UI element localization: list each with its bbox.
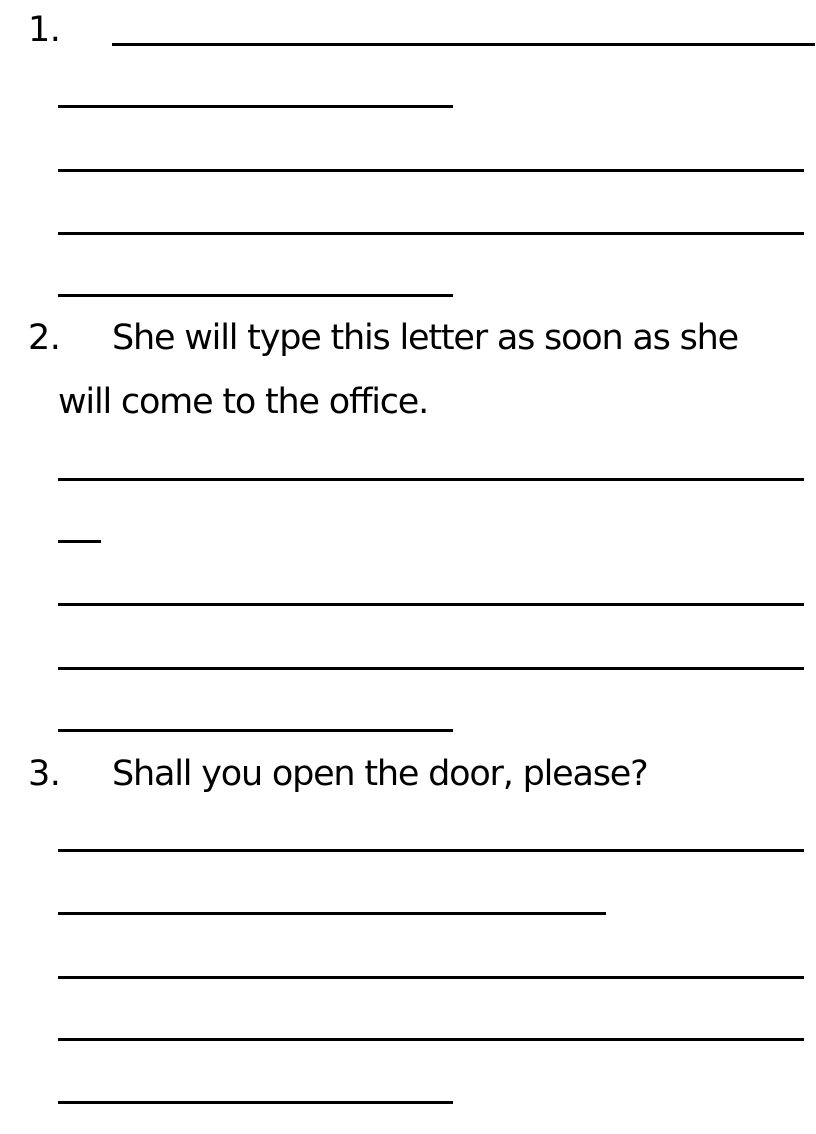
- answer-line: [58, 912, 606, 915]
- answer-line: [58, 976, 804, 979]
- question-number: 1.: [28, 10, 61, 50]
- answer-line: [58, 294, 453, 297]
- answer-line: [58, 1101, 453, 1104]
- answer-line: [58, 603, 804, 606]
- question-text: She will type this letter as soon as she: [112, 318, 738, 358]
- question-number: 3.: [28, 754, 61, 794]
- answer-line: [58, 849, 804, 852]
- answer-line: [58, 478, 804, 481]
- answer-line: [58, 105, 453, 108]
- answer-line: [58, 729, 453, 732]
- answer-line: [58, 540, 101, 543]
- question-text: Shall you open the door, please?: [112, 754, 648, 794]
- answer-line: [112, 43, 815, 46]
- answer-line: [58, 169, 804, 172]
- answer-line: [58, 232, 804, 235]
- question-number: 2.: [28, 318, 61, 358]
- answer-line: [58, 667, 804, 670]
- answer-line: [58, 1038, 804, 1041]
- question-text-continued: will come to the office.: [58, 382, 429, 422]
